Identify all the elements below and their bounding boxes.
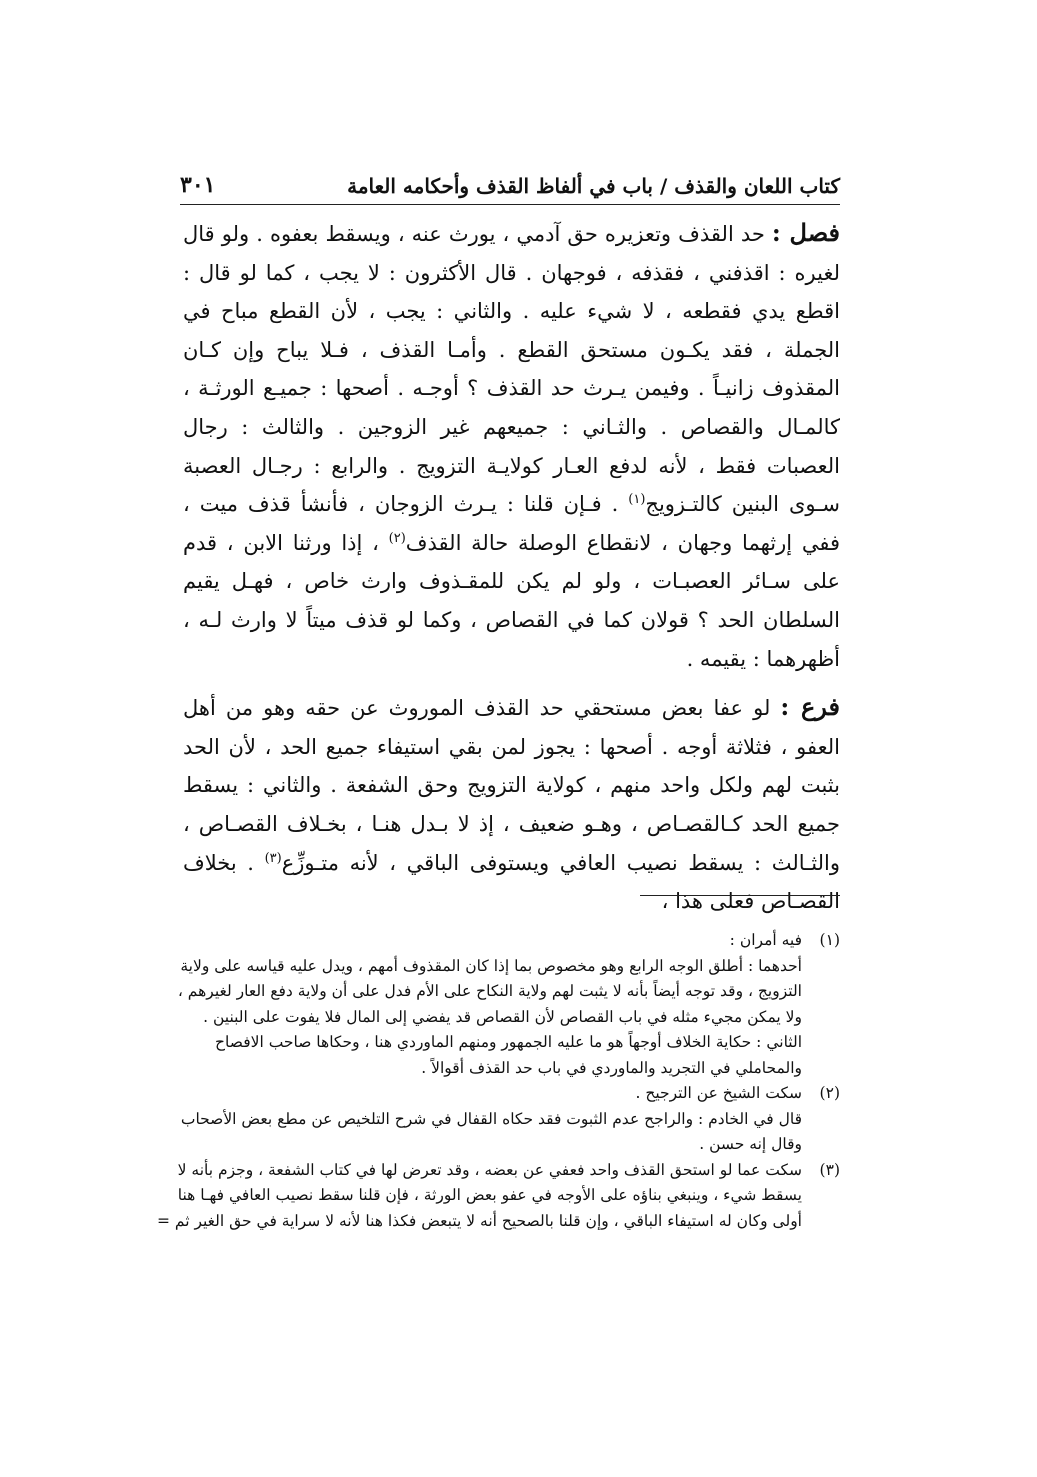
footnote-divider — [640, 895, 840, 896]
footnote-number: (٣) — [819, 1160, 840, 1179]
footnote-line: سكت عما لو استحق القذف واحد فعفي عن بعضه ، وقد تعرض لها في كتاب الشفعة ، وجزم بأنه لا — [177, 1160, 802, 1179]
running-title: كتاب اللعان والقذف / باب في ألفاظ القذف وأحكامه العامة — [347, 174, 840, 198]
footnote-line: الثاني : حكاية الخلاف أوجهاً هو ما عليه الجمهور ومنهم الماوردي هنا ، وحكاها صاحب الافصاح — [215, 1033, 802, 1051]
footnote-number: (٢) — [819, 1084, 840, 1102]
footnote-ref[interactable]: (١) — [628, 492, 646, 508]
section-lead: فصل : — [771, 218, 840, 247]
paragraph-fasl — [183, 214, 840, 678]
footnote-line: وقال إنه حسن . — [699, 1135, 802, 1153]
footnote-line: أحدهما : أطلق الوجه الرابع وهو مخصوص بما إذا كان المقذوف أمهم ، ويدل عليه قياسه على ولاية — [180, 956, 802, 975]
text-segment: ، إذا ورثنا الابن ، قدم على سـائر العصبـات ، ولو لم يكن للمقـذوف وارث خاص ، فهـل يقيم السلطان الحد ؟ قولان كما في القصاص ، وكما لو قذف ميتاً لا وارث لـه ، أظهرهما : يقيمه . — [183, 530, 840, 671]
text-segment: . بخلاف القصـاص فعلى هذا ، — [183, 850, 840, 914]
footnote-ref[interactable]: (٢) — [388, 530, 406, 546]
text-segment: لو عفا بعض مستحقي حد القذف الموروث عن حقه وهو من أهل العفو ، فثلاثة أوجه . أصحها : يجوز لمن بقي استيفاء جميع الحد ، لأن الحد بثبت لهم ولكل واحد منهم ، كولاية التزويج وحق الشفعة . والثاني : يسقط جميع الحد كـالقصـاص ، وهـو ضعيف ، إذ لا بـدل هنـا ، بخـلاف القصـاص ، والثـالث : يسقط نصيب العافي ويستوفى الباقي ، لأنه متـوزِّع — [183, 696, 840, 875]
footnote-line: يسقط شيء ، وينبغي بناؤه على الأوجه في عفو بعض الورثة ، فإن قلنا سقط نصيب العافي فهـا هنا — [177, 1186, 802, 1204]
footnote — [180, 1081, 840, 1158]
paragraph-far — [183, 688, 840, 921]
section-lead: فرع : — [780, 692, 841, 722]
text-segment: . فـإن قلنا : يـرث الزوجان ، فأنشأ قذف ميت ، ففي إرثهما وجهان ، لانقطاع الوصلة حالة القذف — [183, 492, 840, 555]
footnote — [177, 928, 840, 1081]
footnote-line: فيه أمران : — [729, 931, 802, 949]
footnote-line: التزويج ، وقد توجه أيضاً بأنه لا يثبت لهم ولاية النكاح على الأم فدل على أن ولاية دفع العار لغيرهم ، — [177, 982, 802, 1000]
footnotes — [156, 928, 840, 1234]
footnote — [156, 1158, 840, 1235]
footnote-line: ولا يمكن مجيء مثله في باب القصاص لأن القصاص قد يفضي إلى المال فلا يفوت على البنين . — [203, 1007, 802, 1026]
page-number: ٣٠١ — [180, 172, 216, 198]
footnote-line: قال في الخادم : والراجح عدم الثبوت فقد حكاه القفال في شرح التلخيص عن مطع بعض الأصحاب — [180, 1109, 802, 1128]
footnote-line: أولى وكان له استيفاء الباقي ، وإن قلنا بالصحيح أنه لا يتبعض فكذا هنا لأنه لا سراية في حق الغير ثم = — [156, 1211, 802, 1230]
footnote-ref[interactable]: (٣) — [264, 850, 282, 866]
main-text — [183, 214, 840, 931]
footnote-line: سكت الشيخ عن الترجيح . — [635, 1084, 802, 1102]
running-header — [180, 158, 840, 205]
footnote-number: (١) — [819, 931, 840, 949]
text-segment: حد القذف وتعزيره حق آدمي ، يورث عنه ، ويسقط بعفوه . ولو قال لغيره : اقذفني ، فقذفه ، فوجهان . قال الأكثرون : لا يجب ، كما لو قال : اقطع يدي فقطعه ، لا شيء عليه . والثاني : يجب ، لأن القطع مباح في الجملة ، فقد يكـون مستحق القطع . وأمـا القذف ، فـلا يباح وإن كـان المقذوف زانيـاً . وفيمن يـرث حد القذف ؟ أوجـه . أصحها : جميـع الورثـة ، كالمـال والقصاص . والثـاني : جميعهم غير الزوجين . والثالث : رجال العصبات فقط ، لأنه لدفع العـار كولايـة التزويج . والرابع : رجـال العصبة سـوى البنين كالتـزويج — [183, 222, 840, 517]
footnote-line: والمحاملي في التجريد والماوردي في باب حد القذف أقوالاً . — [421, 1058, 802, 1077]
